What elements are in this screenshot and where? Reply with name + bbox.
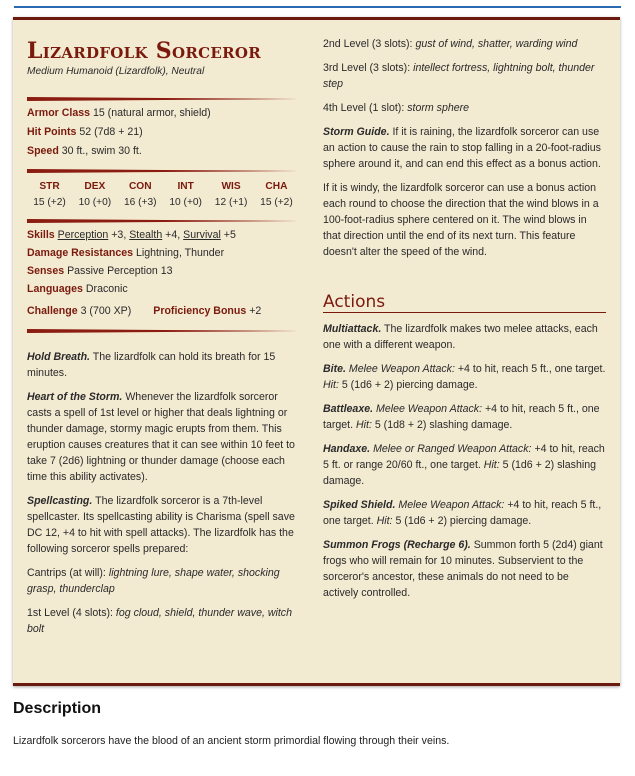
monster-type: Medium Humanoid (Lizardfolk), Neutral	[27, 66, 205, 77]
stat-block	[13, 17, 620, 686]
trait-spellcasting	[27, 493, 305, 557]
speed-value: 30 ft., swim 30 ft.	[61, 145, 142, 157]
action-name: Bite.	[323, 363, 346, 375]
spell-level-label: 1st Level (4 slots):	[27, 607, 113, 619]
trait-name: Hold Breath.	[27, 351, 90, 363]
trait-heart-of-the-storm	[27, 389, 305, 485]
spell-list-level-4	[323, 100, 606, 116]
attack-text: +4 to hit, reach 5 ft., one target.	[457, 363, 606, 375]
action-summon-frogs	[323, 537, 606, 601]
skill-bonus: +5	[223, 229, 236, 241]
ability-wis	[209, 179, 254, 211]
skill-bonus: +3,	[111, 229, 127, 241]
spell-list-cantrips	[27, 565, 305, 597]
monster-name: Lizardfolk Sorceror	[27, 38, 261, 64]
spell-list: intellect fortress, lightning bolt, thunder step	[323, 62, 595, 90]
senses-value: Passive Perception 13	[67, 265, 173, 277]
ability-name: STR	[39, 181, 60, 192]
ability-name: WIS	[221, 181, 241, 192]
attack-type: Melee Weapon Attack:	[348, 363, 455, 375]
resistances-value: Lightning, Thunder	[135, 247, 225, 259]
ability-name: CHA	[265, 181, 288, 192]
description-text: Lizardfolk sorcerors have the blood of an ancient storm primordial flowing through their veins.	[13, 735, 450, 747]
action-name: Handaxe.	[323, 443, 371, 455]
challenge-label: Challenge	[27, 305, 78, 317]
action-name: Battleaxe.	[323, 403, 374, 415]
resistances-line	[27, 245, 305, 261]
trait-text: The lizardfolk can hold its breath for 15 minutes.	[27, 351, 276, 379]
ability-dex	[72, 179, 117, 211]
ability-int	[163, 179, 208, 211]
trait-name: Storm Guide.	[323, 126, 390, 138]
trait-hold-breath	[27, 349, 305, 381]
trait-name: Spellcasting.	[27, 495, 93, 507]
challenge-line	[27, 303, 305, 319]
attack-text: +4 to hit, reach 5 ft., one target.	[323, 499, 602, 527]
languages-value: Draconic	[85, 283, 128, 295]
hit-label: Hit:	[376, 515, 393, 527]
damage-text: 5 (1d6 + 2) slashing damage.	[323, 459, 596, 487]
spell-list: storm sphere	[407, 102, 470, 114]
action-multiattack	[323, 321, 606, 353]
ability-value: 15 (+2)	[260, 197, 293, 208]
trait-text: Whenever the lizardfolk sorceror casts a spell of 1st level or higher that deals lightning or thunder damage, stormy magic erupts from them. This eruption causes creatures that it can see within 10 feet to take 7 (2d6) lightning or thunder damage (choose each time this ability activates).	[27, 391, 295, 483]
actions-heading: Actions	[323, 294, 606, 313]
spell-list-level-1	[27, 605, 305, 637]
skills-label: Skills	[27, 229, 55, 241]
spell-level-label: 4th Level (1 slot):	[323, 102, 405, 114]
hit-label: Hit:	[356, 419, 372, 431]
attack-type: Melee Weapon Attack:	[398, 499, 505, 511]
top-divider	[14, 6, 621, 8]
speed-label: Speed	[27, 145, 59, 157]
spell-list-level-3	[323, 60, 606, 92]
hit-points-line	[27, 124, 305, 140]
action-text: The lizardfolk makes two melee attacks, each one with a different weapon.	[323, 323, 598, 351]
skill-bonus: +4,	[165, 229, 181, 241]
action-handaxe	[323, 441, 606, 489]
spell-list-level-2	[323, 36, 606, 52]
action-name: Multiattack.	[323, 323, 382, 335]
spell-list: fog cloud, shield, thunder wave, witch bolt	[27, 607, 292, 635]
spell-level-label: 3rd Level (3 slots):	[323, 62, 411, 74]
attack-type: Melee or Ranged Weapon Attack:	[373, 443, 532, 455]
spell-list: gust of wind, shatter, warding wind	[415, 38, 578, 50]
armor-class-value: 15 (natural armor, shield)	[92, 107, 211, 119]
languages-line	[27, 281, 305, 297]
action-name: Summon Frogs (Recharge 6).	[323, 539, 471, 551]
attack-text: +4 to hit, reach 5 ft. or range 20/60 ft., one target.	[323, 443, 605, 471]
ability-name: DEX	[84, 181, 106, 192]
ability-value: 12 (+1)	[214, 197, 248, 208]
challenge-value: 3 (700 XP)	[80, 305, 132, 317]
action-battleaxe	[323, 401, 606, 433]
skill-stealth-link[interactable]: Stealth	[129, 229, 163, 241]
stat-block-right-column	[323, 20, 606, 609]
trait-storm-guide-wind	[323, 180, 606, 260]
skill-perception-link[interactable]: Perception	[57, 229, 109, 241]
ability-name: INT	[177, 181, 194, 192]
skill-survival-link[interactable]: Survival	[183, 229, 221, 241]
action-name: Spiked Shield.	[323, 499, 396, 511]
ability-value: 10 (+0)	[78, 197, 112, 208]
ability-value: 16 (+3)	[124, 197, 157, 208]
speed-line	[27, 143, 305, 159]
attack-type: Melee Weapon Attack:	[376, 403, 483, 415]
spell-list: lightning lure, shape water, shocking grasp, thunderclap	[27, 567, 280, 595]
description-heading: Description	[13, 700, 102, 717]
ability-scores	[27, 179, 299, 211]
trait-storm-guide	[323, 124, 606, 172]
senses-line	[27, 263, 305, 279]
skills-line	[27, 227, 305, 243]
hit-points-label: Hit Points	[27, 126, 77, 138]
ability-cha	[254, 179, 299, 211]
spell-level-label: Cantrips (at will):	[27, 567, 106, 579]
attack-text: +4 to hit, reach 5 ft., one target.	[323, 403, 600, 431]
stat-block-left-column	[27, 20, 305, 645]
trait-text: If it is raining, the lizardfolk sorceror can use an action to cause the rain to stop falling in a 20-foot-radius sphere around it, and can end this effect as a bonus action.	[323, 126, 601, 170]
ability-value: 10 (+0)	[169, 197, 202, 208]
trait-text: The lizardfolk sorceror is a 7th-level spellcaster. Its spellcasting ability is Charisma (spell save DC 12, +4 to hit with spell attacks). The lizardfolk has the following sorceror spells prepared:	[27, 495, 295, 555]
hit-points-value: 52 (7d8 + 21)	[79, 126, 143, 138]
ability-con	[118, 179, 163, 211]
resistances-label: Damage Resistances	[27, 247, 133, 259]
ability-name: CON	[128, 181, 152, 192]
damage-text: 5 (1d6 + 2) piercing damage.	[341, 379, 478, 391]
armor-class-line	[27, 105, 305, 121]
spell-level-label: 2nd Level (3 slots):	[323, 38, 413, 50]
ability-value: 15 (+2)	[33, 197, 66, 208]
senses-label: Senses	[27, 265, 65, 277]
proficiency-value: +2	[249, 305, 262, 317]
damage-text: 5 (1d6 + 2) piercing damage.	[395, 515, 532, 527]
ability-str	[27, 179, 72, 211]
languages-label: Languages	[27, 283, 83, 295]
trait-name: Heart of the Storm.	[27, 391, 123, 403]
action-text: Summon forth 5 (2d4) giant frogs who will remain for 10 minutes. Subservient to the sorceror's ancestor, these animals do not need to be actively controlled.	[323, 539, 603, 599]
action-spiked-shield	[323, 497, 606, 529]
trait-text: If it is windy, the lizardfolk sorceror can use a bonus action each round to choose the direction that the wind blows in a 100-foot-radius sphere centered on it. The wind blows in that direction until the end of its next turn. This feature doesn't alter the speed of the wind.	[323, 182, 599, 258]
armor-class-label: Armor Class	[27, 107, 90, 119]
hit-label: Hit:	[483, 459, 500, 471]
hit-label: Hit:	[323, 379, 339, 391]
damage-text: 5 (1d8 + 2) slashing damage.	[374, 419, 513, 431]
action-bite	[323, 361, 606, 393]
proficiency-label: Proficiency Bonus	[153, 305, 247, 317]
